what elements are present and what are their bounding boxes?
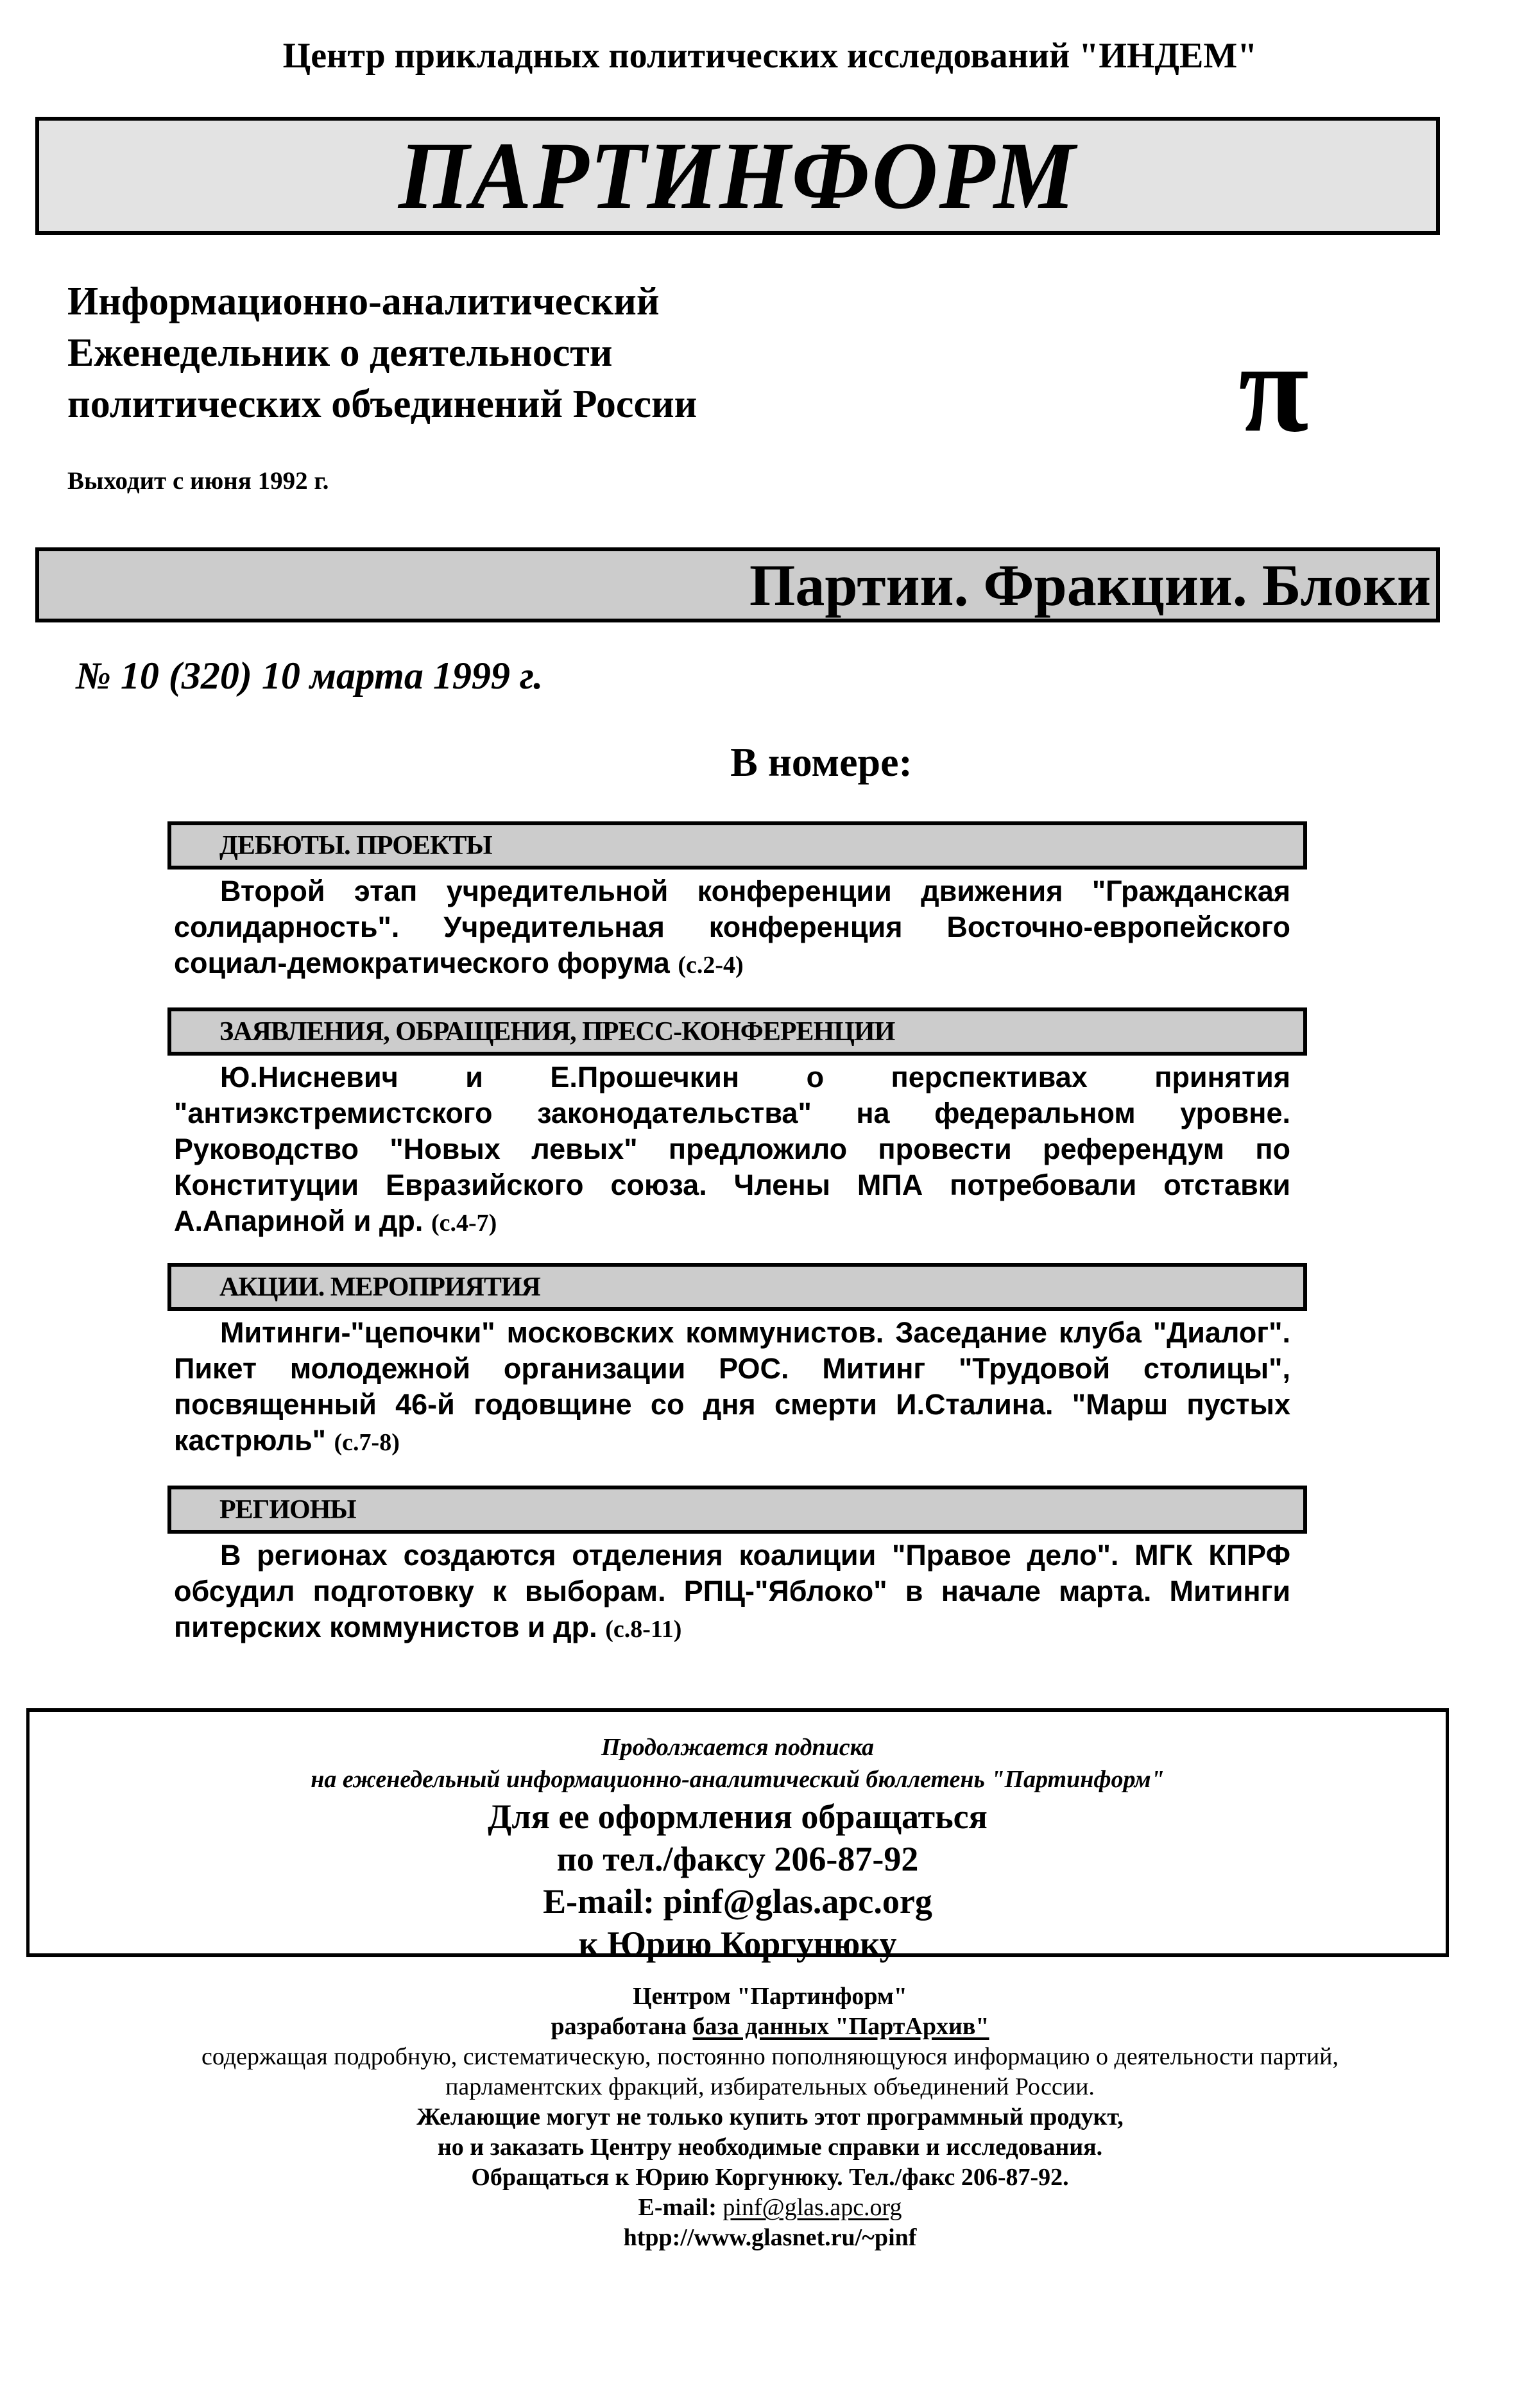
contents-section-statements bbox=[167, 1007, 1307, 1241]
promo-email-line bbox=[0, 2193, 1540, 2223]
section-summary-text: Митинги-"цепочки" московских коммунистов. Заседание клуба "Диалог". Пикет молодежной организации РОС. Митинг "Трудовой столицы", посвященный 46-й годовщине со дня смерти И.Сталина. "Марш пустых кастрюль" bbox=[174, 1316, 1290, 1457]
section-heading-box bbox=[167, 1263, 1307, 1311]
subscription-contact: Для ее оформления обращаться bbox=[488, 1797, 988, 1836]
subscription-box bbox=[26, 1708, 1449, 1963]
subtitle-line: Еженедельник о деятельности bbox=[67, 331, 613, 375]
section-heading: РЕГИОНЫ bbox=[219, 1495, 356, 1525]
section-heading-box bbox=[167, 1007, 1307, 1056]
organization-header: Центр прикладных политических исследований "ИНДЕМ" bbox=[282, 36, 1258, 76]
section-summary-text: Второй этап учредительной конференции движения "Гражданская солидарность". Учредительная конференция Восточно-европейского социал-демократического форума bbox=[174, 875, 1290, 979]
section-heading-box bbox=[167, 821, 1307, 870]
subscription-email[interactable]: E-mail: pinf@glas.apc.org bbox=[543, 1882, 932, 1921]
issue-number-date: № 10 (320) 10 марта 1999 г. bbox=[76, 655, 543, 697]
pi-logo-icon: π bbox=[1238, 317, 1309, 459]
section-summary bbox=[167, 1315, 1290, 1461]
section-heading: АКЦИИ. МЕРОПРИЯТИЯ bbox=[219, 1272, 540, 1302]
database-promo bbox=[0, 1982, 1540, 2253]
promo-line: содержащая подробную, систематическую, постоянно пополняющуюся информацию о деятельности партий, bbox=[201, 2043, 1339, 2070]
section-summary bbox=[167, 873, 1290, 983]
masthead-title: ПАРТИНФОРМ bbox=[398, 123, 1077, 229]
section-heading: ДЕБЮТЫ. ПРОЕКТЫ bbox=[219, 830, 492, 861]
page-reference: (с.7-8) bbox=[334, 1429, 400, 1456]
section-heading-box bbox=[167, 1486, 1307, 1534]
section-heading: ЗАЯВЛЕНИЯ, ОБРАЩЕНИЯ, ПРЕСС-КОНФЕРЕНЦИИ bbox=[219, 1016, 895, 1047]
subscription-phone: по тел./факсу 206-87-92 bbox=[556, 1840, 919, 1878]
subtitle-line: политических объединений России bbox=[67, 382, 697, 426]
promo-text: разработана bbox=[551, 2013, 693, 2040]
contents-section-regions bbox=[167, 1486, 1307, 1647]
page-reference: (с.2-4) bbox=[678, 952, 744, 979]
subscription-line: на еженедельный информационно-аналитический бюллетень "Партинформ" bbox=[311, 1766, 1165, 1793]
promo-line: парламентских фракций, избирательных объединений России. bbox=[445, 2073, 1095, 2100]
promo-line: но и заказать Центру необходимые справки и исследования. bbox=[437, 2134, 1103, 2161]
promo-line bbox=[0, 2012, 1540, 2042]
contents-section-actions bbox=[167, 1263, 1307, 1461]
masthead-title-box bbox=[35, 117, 1440, 235]
section-summary bbox=[167, 1538, 1290, 1647]
contents-section-debuts bbox=[167, 821, 1307, 983]
promo-contact: Обращаться к Юрию Коргунюку. Тел./факс 206-87-92. bbox=[471, 2164, 1069, 2191]
section-summary bbox=[167, 1059, 1290, 1241]
promo-line: Желающие могут не только купить этот программный продукт, bbox=[416, 2104, 1124, 2130]
email-label: E-mail: bbox=[638, 2194, 723, 2221]
page-reference: (с.8-11) bbox=[605, 1616, 682, 1643]
subtitle-line: Информационно-аналитический bbox=[67, 280, 660, 323]
masthead-subtitle bbox=[67, 276, 697, 430]
page-reference: (с.4-7) bbox=[431, 1210, 497, 1237]
promo-line: Центром "Партинформ" bbox=[633, 1983, 907, 2010]
section-summary-text: В регионах создаются отделения коалиции "Правое дело". МГК КПРФ обсудил подготовку к выборам. РПЦ-"Яблоко" в начале марта. Митинги питерских коммунистов и др. bbox=[174, 1539, 1290, 1643]
published-since: Выходит с июня 1992 г. bbox=[67, 467, 329, 495]
rubric-banner-title: Партии. Фракции. Блоки bbox=[749, 552, 1431, 618]
section-summary-text: Ю.Нисневич и Е.Прошечкин о перспективах принятия "антиэкстремистского законодательства" на федеральном уровне. Руководство "Новых левых" предложило провести референдум по Конституции Евразийского союза. Члены МПА потребовали отставки А.Апариной и др. bbox=[174, 1061, 1290, 1237]
rubric-banner bbox=[35, 547, 1440, 622]
contents-title: В номере: bbox=[730, 739, 912, 785]
email-link[interactable]: pinf@glas.apc.org bbox=[723, 2194, 902, 2221]
subscription-line: Продолжается подписка bbox=[601, 1734, 874, 1761]
website-link[interactable]: htpp://www.glasnet.ru/~pinf bbox=[623, 2224, 917, 2251]
subscription-contact-person: к Юрию Коргунюку bbox=[578, 1924, 897, 1963]
partarchive-link[interactable]: база данных "ПартАрхив" bbox=[692, 2013, 989, 2040]
